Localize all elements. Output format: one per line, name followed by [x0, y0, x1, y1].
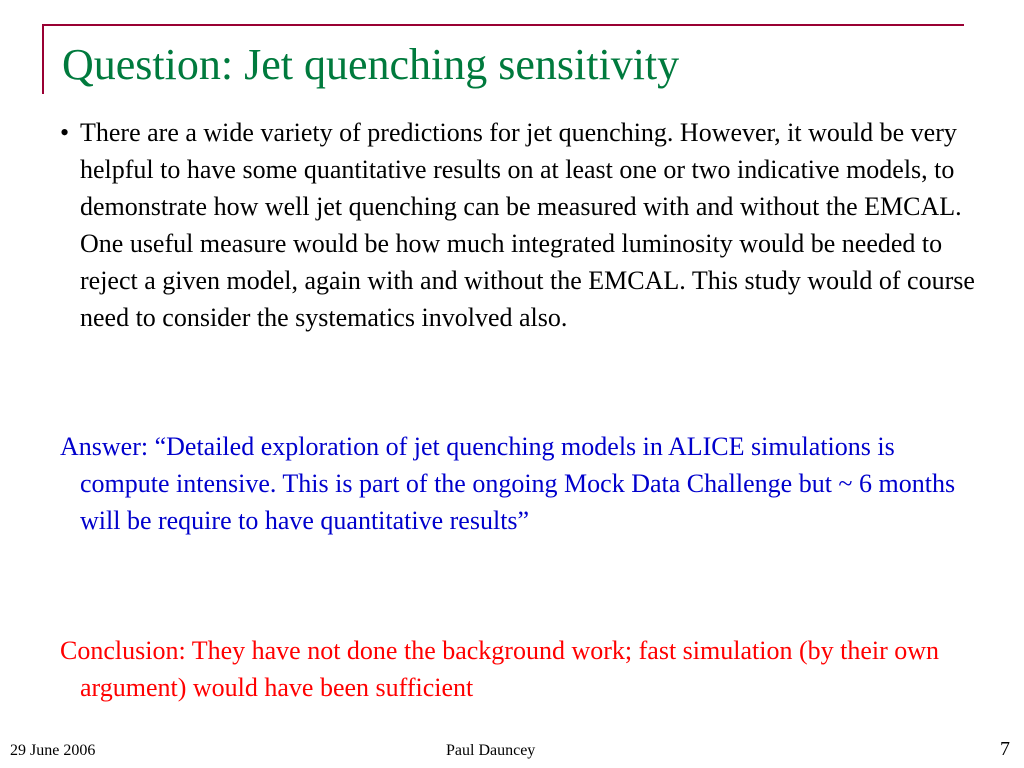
bullet-marker: •	[60, 118, 70, 147]
slide-title: Question: Jet quenching sensitivity	[62, 40, 680, 89]
answer-paragraph: Answer: “Detailed exploration of jet quenching models in ALICE simulations is compute intensive. This is part of the ongoing Mock Data Challenge but ~ 6 months will be require to have quantitative results”	[60, 432, 956, 535]
footer-author: Paul Dauncey	[446, 742, 536, 759]
frame-top-line	[42, 24, 964, 26]
frame-left-line	[42, 24, 44, 94]
question-bullet	[60, 114, 980, 336]
conclusion-paragraph: Conclusion: They have not done the background work; fast simulation (by their own argument) would have been sufficient	[60, 636, 940, 702]
question-text: There are a wide variety of predictions for jet quenching. However, it would be very helpful to have some quantitative results on at least one or two indicative models, to demonstrate how well jet quenching can be measured with and without the EMCAL. One useful measure would be how much integrated luminosity would be needed to reject a given model, again with and without the EMCAL. This study would of course need to consider the systematics involved also.	[80, 118, 975, 332]
footer-date: 29 June 2006	[10, 742, 96, 759]
footer-page-number: 7	[1000, 738, 1010, 760]
